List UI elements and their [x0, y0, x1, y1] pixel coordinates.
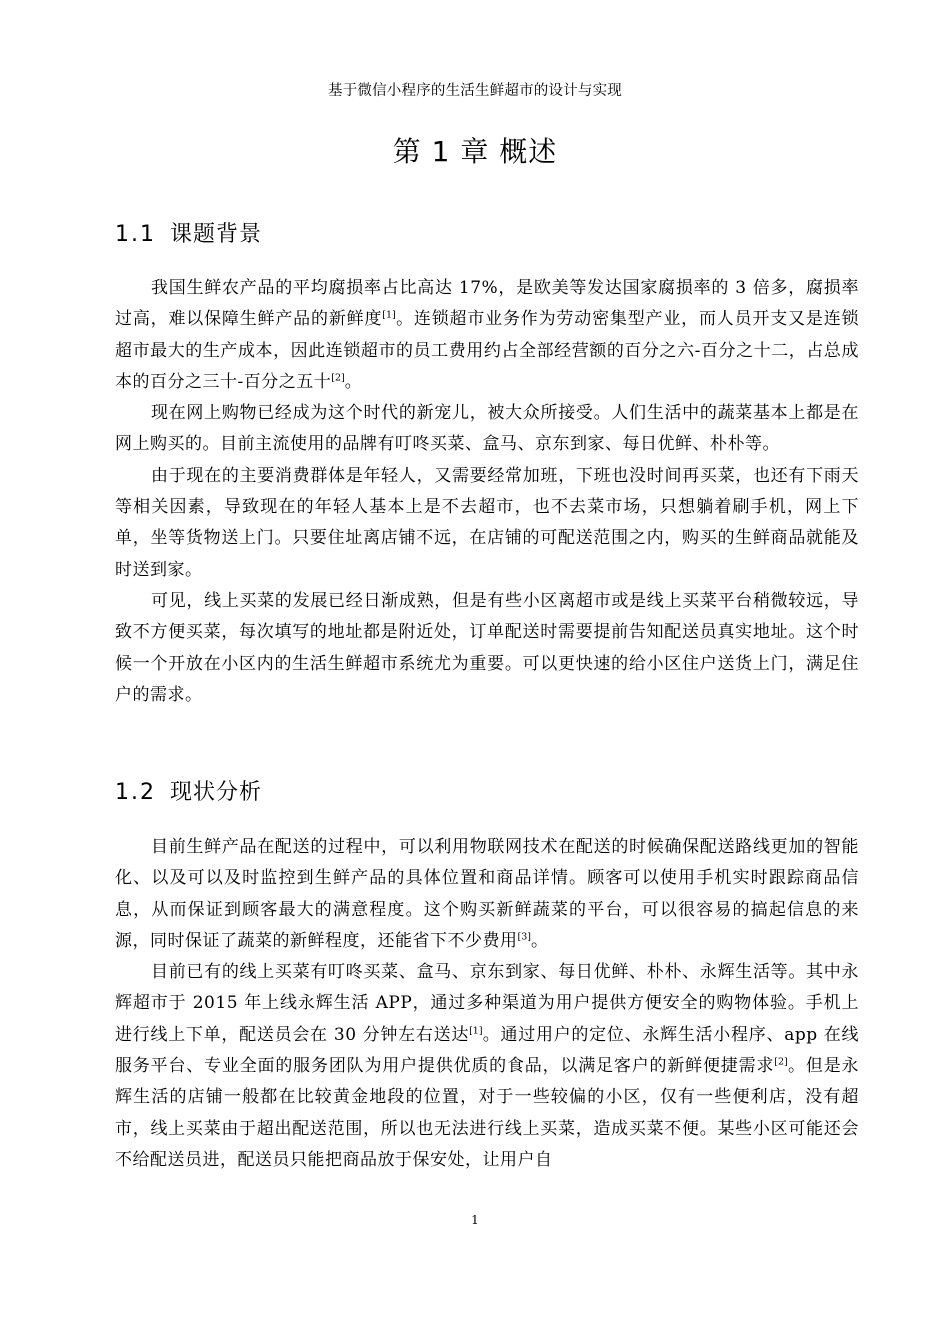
citation-ref: [3]: [517, 931, 531, 943]
section-title: 现状分析: [170, 780, 263, 805]
section-number: 1.1: [115, 222, 156, 247]
section-number: 1.2: [115, 780, 156, 805]
section-body-1-1: [115, 273, 859, 711]
paragraph-text: 目前已有的线上买菜有叮咚买菜、盒马、京东到家、每日优鲜、朴朴、永辉生活等。其中永辉超市于 2015 年上线永辉生活 APP，通过多种渠道为用户提供方便安全的购物体验。手机上进行线上下单，配送员会在 30 分钟左右送达: [115, 962, 859, 1045]
paragraph-text: 目前生鲜产品在配送的过程中，可以利用物联网技术在配送的时候确保配送路线更加的智能化、以及可以及时监控到生鲜产品的具体位置和商品详情。顾客可以使用手机实时跟踪商品信息，从而保证到顾客最大的满意程度。这个购买新鲜蔬菜的平台，可以很容易的搞起信息的来源，同时保证了蔬菜的新鲜程度，还能省下不少费用: [115, 837, 859, 951]
body-paragraph: [115, 461, 859, 586]
body-paragraph: [115, 398, 859, 461]
chapter-title: 第 1 章 概述: [392, 135, 558, 168]
running-header: 基于微信小程序的生活生鲜超市的设计与实现: [328, 83, 622, 99]
paragraph-text: 。: [530, 930, 549, 951]
paragraph-text: 。: [344, 371, 363, 392]
paragraph-text: 。通过用户的定位、永辉生活小程序、app 在线服务平台、专业全面的服务团队为用户提供优质的食品，以满足客户的新鲜便捷需求: [115, 1024, 859, 1077]
citation-ref: [2]: [331, 372, 345, 384]
paragraph-text: 我国生鲜农产品的平均腐损率占比高达 17%，是欧美等发达国家腐损率的 3 倍多，腐损率过高，难以保障生鲜产品的新鲜度: [115, 278, 859, 330]
body-paragraph: [115, 586, 859, 711]
paragraph-text: 可见，线上买菜的发展已经日渐成熟，但是有些小区离超市或是线上买菜平台稍微较远，导致不方便买菜，每次填写的地址都是附近处，订单配送时需要提前告知配送员真实地址。这个时候一个开放在小区内的生活生鲜超市系统尤为重要。可以更快速的给小区住户送货上门，满足住户的需求。: [115, 590, 859, 705]
paragraph-text: 现在网上购物已经成为这个时代的新宠儿，被大众所接受。人们生活中的蔬菜基本上都是在网上购买的。目前主流使用的品牌有叮咚买菜、盒马、京东到家、每日优鲜、朴朴等。: [115, 403, 859, 455]
section-heading-1-1: [115, 217, 262, 248]
citation-ref: [1]: [469, 1025, 483, 1037]
body-paragraph: [115, 957, 859, 1176]
section-body-1-2: [115, 832, 859, 1176]
section-heading-1-2: [115, 775, 262, 806]
paragraph-text: 。但是永辉生活的店铺一般都在比较黄金地段的位置，对于一些较偏的小区，仅有一些便利店，没有超市，线上买菜由于超出配送范围，所以也无法进行线上买菜，造成买菜不便。某些小区可能还会不给配送员进，配送员只能把商品放于保安处，让用户自: [115, 1056, 860, 1170]
citation-ref: [2]: [774, 1056, 788, 1068]
section-title: 课题背景: [170, 222, 263, 247]
body-paragraph: [115, 273, 859, 398]
citation-ref: [1]: [382, 309, 396, 321]
paragraph-text: 由于现在的主要消费群体是年轻人，又需要经常加班，下班也没时间再买菜，也还有下雨天等相关因素，导致现在的年轻人基本上是不去超市，也不去菜市场，只想躺着刷手机，网上下单，坐等货物送上门。只要住址离店铺不远，在店铺的可配送范围之内，购买的生鲜商品就能及时送到家。: [115, 465, 859, 580]
paragraph-text: 。连锁超市业务作为劳动密集型产业，而人员开支又是连锁超市最大的生产成本，因此连锁超市的员工费用约占全部经营额的百分之六-百分之十二，占总成本的百分之三十-百分之五十: [115, 309, 860, 392]
body-paragraph: [115, 832, 859, 957]
page-number: 1: [471, 1213, 479, 1227]
